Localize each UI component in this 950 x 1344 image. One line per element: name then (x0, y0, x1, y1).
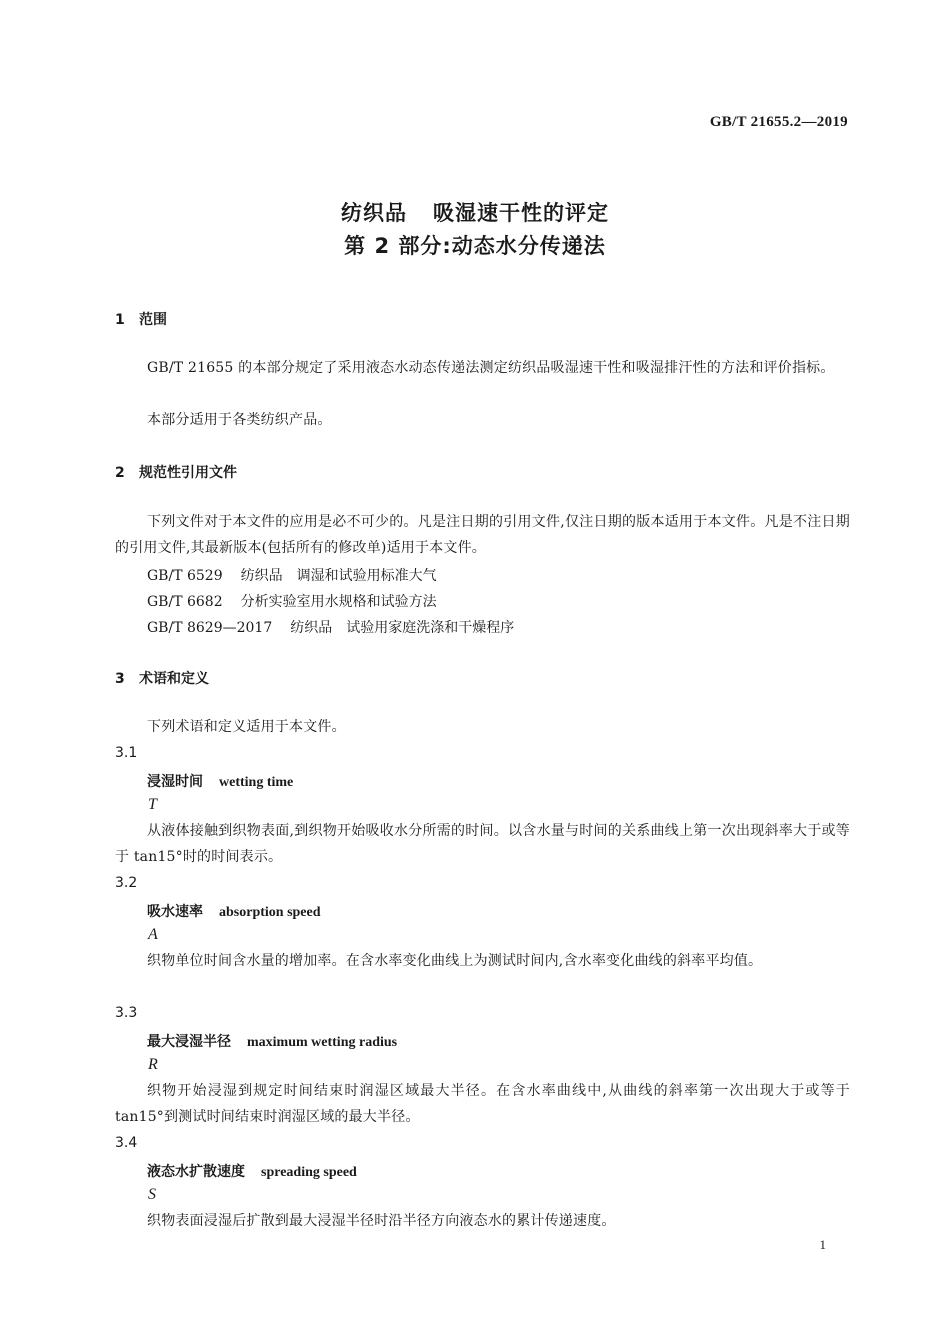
term-number: 3.2 (115, 875, 138, 891)
reference-code: GB/T 6682 (147, 594, 223, 610)
reference-title: 纺织品 调湿和试验用标准大气 (240, 568, 437, 584)
term-entry (147, 771, 293, 791)
section-number: 1 (115, 312, 125, 328)
title-part1: 纺织品 (341, 201, 407, 225)
section-heading-scope (115, 309, 167, 329)
reference-code: GB/T 8629—2017 (147, 620, 273, 636)
reference-item (147, 591, 437, 611)
term-zh: 液态水扩散速度 (147, 1164, 245, 1180)
section-title: 规范性引用文件 (139, 465, 237, 481)
term-number: 3.3 (115, 1005, 138, 1021)
term-number: 3.4 (115, 1135, 138, 1151)
term-entry (147, 901, 321, 921)
term-zh: 吸水速率 (147, 904, 203, 920)
scope-paragraph-2: 本部分适用于各类纺织产品。 (147, 412, 332, 428)
term-definition: 织物开始浸湿到规定时间结束时润湿区域最大半径。在含水率曲线中,从曲线的斜率第一次出现大于或等于 tan15°到测试时间结束时润湿区域的最大半径。 (115, 1083, 850, 1125)
term-en: absorption speed (219, 905, 321, 920)
term-definition: 从液体接触到织物表面,到织物开始吸收水分所需的时间。以含水量与时间的关系曲线上第一次出现斜率大于或等于 tan15°时的时间表示。 (115, 823, 850, 865)
section-heading-terms-definitions (115, 668, 209, 688)
term-en: wetting time (219, 775, 294, 790)
references-intro-paragraph: 下列文件对于本文件的应用是必不可少的。凡是注日期的引用文件,仅注日期的版本适用于本文件。凡是不注日期的引用文件,其最新版本(包括所有的修改单)适用于本文件。 (115, 514, 850, 556)
term-symbol: T (148, 796, 157, 813)
term-symbol: R (148, 1056, 158, 1073)
reference-code: GB/T 6529 (147, 568, 223, 584)
reference-item (147, 565, 437, 585)
term-definition: 织物单位时间含水量的增加率。在含水率变化曲线上为测试时间内,含水率变化曲线的斜率平均值。 (147, 953, 763, 969)
term-symbol: A (148, 926, 158, 943)
title-part2: 吸湿速干性的评定 (433, 201, 609, 225)
standard-number: GB/T 21655.2—2019 (709, 114, 848, 130)
section-title: 术语和定义 (139, 671, 209, 687)
term-symbol: S (148, 1186, 156, 1203)
term-zh: 浸湿时间 (147, 774, 203, 790)
section-title: 范围 (139, 312, 167, 328)
document-title-line2: 第 2 部分:动态水分传递法 (344, 234, 606, 258)
section-number: 2 (115, 465, 125, 481)
term-number: 3.1 (115, 745, 138, 761)
term-entry (147, 1161, 357, 1181)
term-entry (147, 1031, 397, 1051)
reference-title: 分析实验室用水规格和试验方法 (240, 594, 437, 610)
term-en: maximum wetting radius (247, 1035, 398, 1050)
term-en: spreading speed (261, 1165, 357, 1180)
term-zh: 最大浸湿半径 (147, 1034, 231, 1050)
section-heading-normative-references (115, 462, 237, 482)
scope-paragraph-1: GB/T 21655 的本部分规定了采用液态水动态传递法测定纺织品吸湿速干性和吸湿排汗性的方法和评价指标。 (147, 360, 835, 376)
page-number: 1 (819, 1237, 826, 1252)
reference-item (147, 617, 514, 637)
terms-intro-paragraph: 下列术语和定义适用于本文件。 (147, 719, 346, 735)
term-definition: 织物表面浸湿后扩散到最大浸湿半径时沿半径方向液态水的累计传递速度。 (147, 1213, 616, 1229)
reference-title: 纺织品 试验用家庭洗涤和干燥程序 (290, 620, 515, 636)
section-number: 3 (115, 671, 125, 687)
document-title-line1 (0, 197, 950, 227)
